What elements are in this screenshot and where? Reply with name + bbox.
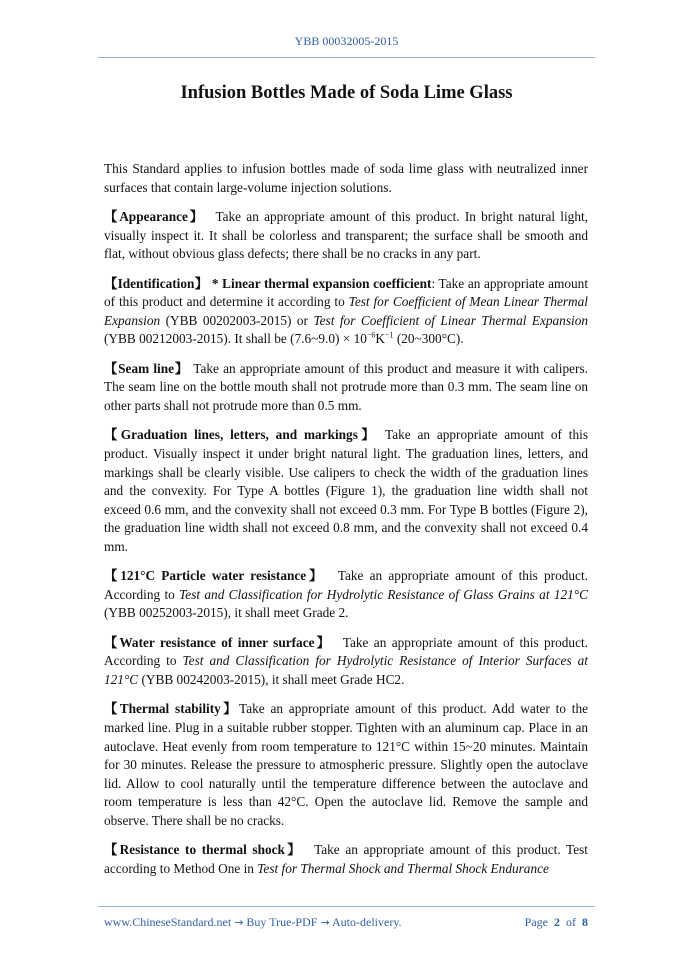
reference-title: Test for Coefficient of Linear Thermal Expansion <box>313 312 588 328</box>
section-label: 【Resistance to thermal shock】 <box>104 842 303 858</box>
section-text: (YBB 00252003-2015), it shall meet Grade 2. <box>104 605 349 621</box>
reference-title: Test and Classification for Hydrolytic Resistance of Interior Surfaces at 121°C <box>104 653 588 688</box>
site-link[interactable]: www.ChineseStandard.net <box>104 915 232 929</box>
reference-title: Test for Thermal Shock and Thermal Shock Endurance <box>257 860 549 876</box>
document-code-header: YBB 00032005-2015 <box>294 34 399 48</box>
page-number: 2 <box>554 915 560 929</box>
section-text: (20~300°C). <box>393 331 464 347</box>
exponent: −6 <box>366 330 376 340</box>
section-text: Take an appropriate amount of this product. According to <box>104 634 588 669</box>
section-label: 【Identification】 <box>104 275 209 291</box>
buy-pdf-link[interactable]: Buy True-PDF <box>246 915 318 929</box>
header-divider <box>98 57 595 58</box>
section-text: Take an appropriate amount of this product. Add water to the marked line. Plug in a suitable rubber stopper. Tighten with an aluminum cap. Place in an autoclave. Heat evenly from room temperature to 121°C within 15~20 minutes. Maintain for 30 minutes. Release the pressure to atmospheric pressure. Slightly open the autoclave lid. Allow to cool naturally until the temperature difference between the autoclave and room temperature is less than 42°C. Open the autoclave lid. Remove the sample and observe. There shall be no cracks. <box>104 701 588 828</box>
section-particle-water-resistance <box>104 567 588 623</box>
section-label: 【Graduation lines, letters, and markings】 <box>104 427 379 443</box>
section-text: Take an appropriate amount of this product. According to <box>104 568 588 602</box>
footer-links <box>104 915 402 930</box>
footer-divider <box>98 906 595 907</box>
section-text: Take an appropriate amount of this product and measure it with calipers. The seam line on the bottle mouth shall not protrude more than 0.3 mm. The seam line on other parts shall not protrude more than 0.5 mm. <box>104 360 588 413</box>
section-label: 【Seam line】 <box>104 360 190 376</box>
section-text: (YBB 00202003-2015) or <box>160 312 314 328</box>
document-body <box>104 160 588 889</box>
section-text: Take an appropriate amount of this product. Visually inspect it under bright natural light. The graduation lines, letters, and markings shall be clearly visible. Use calipers to check the width of the graduation lines and the convexity. For Type A bottles (Figure 1), the graduation line width shall not exceed 0.6 mm, and the convexity shall not exceed 0.3 mm. For Type B bottles (Figure 2), the graduation line width shall not exceed 0.8 mm, and the convexity shall not exceed 0.4 mm. <box>104 427 589 554</box>
section-appearance <box>104 208 588 264</box>
section-label: 【121°C Particle water resistance】 <box>104 568 326 584</box>
auto-delivery-text: Auto-delivery. <box>332 915 402 929</box>
page-word: Page <box>524 915 548 929</box>
section-label: 【Thermal stability】 <box>104 701 240 717</box>
intro-paragraph: This Standard applies to infusion bottles made of soda lime glass with neutralized inner surfaces that contain large-volume injection solutions. <box>104 161 588 195</box>
of-word: of <box>566 915 576 929</box>
section-label: 【Appearance】 <box>104 208 205 224</box>
section-seam-line <box>104 360 588 416</box>
document-title: Infusion Bottles Made of Soda Lime Glass <box>180 83 513 103</box>
total-pages: 8 <box>582 915 588 929</box>
reference-title: Test and Classification for Hydrolytic Resistance of Glass Grains at 121°C <box>179 586 588 602</box>
reference-title: Test for Coefficient of Mean Linear Thermal Expansion <box>104 294 588 328</box>
section-text: : Take an appropriate amount of this product and determine it according to <box>104 275 589 310</box>
section-thermal-stability <box>104 700 588 830</box>
section-label: 【Water resistance of inner surface】 <box>104 634 332 650</box>
section-thermal-shock <box>104 841 588 878</box>
section-identification <box>104 275 588 349</box>
page-indicator <box>525 915 588 930</box>
footer <box>104 915 588 933</box>
section-graduation <box>104 426 588 556</box>
section-text: Take an appropriate amount of this product. Test according to Method One in <box>104 842 588 876</box>
exponent: −1 <box>385 330 394 340</box>
section-sub-label: * Linear thermal expansion coefficient <box>211 275 432 291</box>
unit: K <box>375 331 385 347</box>
section-text: (YBB 00242003-2015), it shall meet Grade HC2. <box>138 672 405 688</box>
section-text: (YBB 00212003-2015). It shall be (7.6~9.0) × 10 <box>104 331 367 347</box>
section-inner-surface <box>104 634 588 690</box>
arrow-right-icon: → <box>320 916 330 929</box>
section-text: Take an appropriate amount of this product. In bright natural light, visually inspect it. It shall be colorless and transparent; the surface shall be smooth and flat, without obvious glass defects; there shall be no cracks in any part. <box>104 208 588 262</box>
arrow-right-icon: → <box>234 916 244 929</box>
